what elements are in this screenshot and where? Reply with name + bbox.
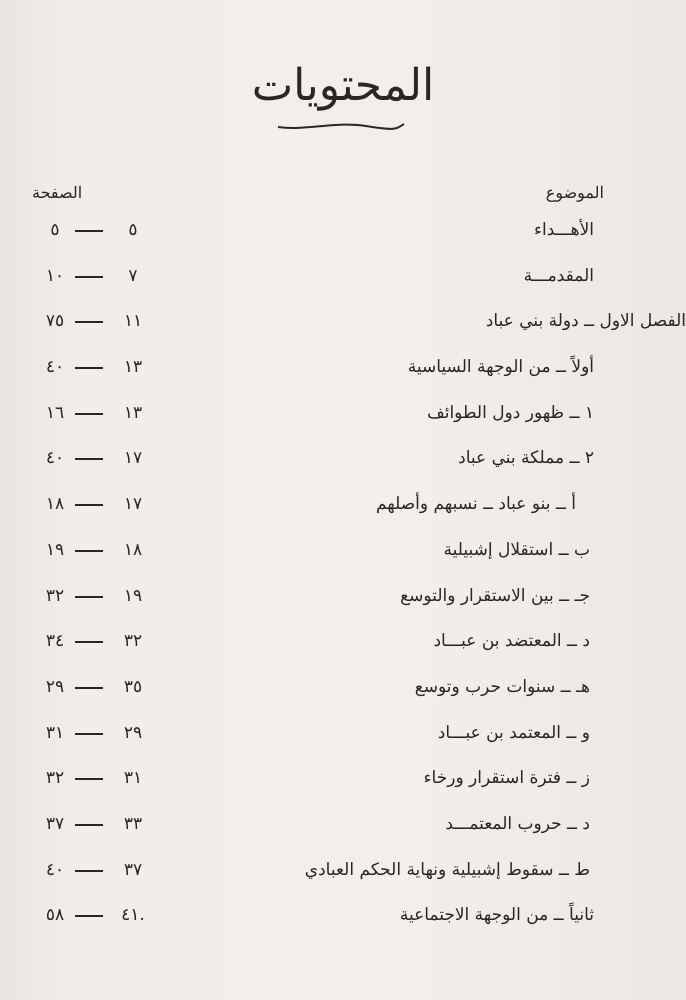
toc-entry-start-page: ٤١. bbox=[121, 905, 145, 926]
title-flourish bbox=[276, 118, 406, 132]
toc-entry-title: المقدمـــة bbox=[523, 265, 594, 286]
page-range-dash bbox=[75, 458, 103, 460]
toc-entry bbox=[0, 397, 686, 443]
toc-entry-end-page: ٤٠ bbox=[45, 357, 65, 378]
toc-entry-title: د ــ المعتضد بن عبـــاد bbox=[433, 631, 590, 652]
page-range-dash bbox=[75, 687, 103, 689]
toc-entry bbox=[0, 534, 686, 580]
toc-entry-title: د ــ حروب المعتمـــد bbox=[445, 813, 590, 834]
page-range-dash bbox=[75, 641, 103, 643]
toc-entry bbox=[0, 625, 686, 671]
toc-entry bbox=[0, 214, 686, 260]
toc-entry-end-page: ٥ bbox=[50, 220, 60, 240]
toc-entry-start-page: ١٨ bbox=[123, 539, 143, 560]
page-range-dash bbox=[75, 321, 103, 323]
page-range-dash bbox=[75, 550, 103, 552]
toc-entry bbox=[0, 305, 686, 351]
toc-entry-start-page: ١١ bbox=[123, 311, 143, 332]
page-range-dash bbox=[75, 413, 103, 415]
toc-entry bbox=[0, 488, 686, 534]
toc-entry-start-page: ٢٩ bbox=[123, 722, 143, 743]
page-range-dash bbox=[75, 504, 103, 506]
toc-entry-title: الأهـــداء bbox=[534, 220, 594, 240]
toc-entry-start-page: ٣١ bbox=[123, 768, 143, 789]
toc-entry-end-page: ٤٠ bbox=[45, 859, 65, 880]
toc-entry-start-page: ١٩ bbox=[123, 585, 143, 606]
toc-entry bbox=[0, 762, 686, 808]
page-range-dash bbox=[75, 596, 103, 598]
toc-entry-start-page: ٣٥ bbox=[123, 676, 143, 697]
toc-entry-start-page: ٣٣ bbox=[123, 813, 143, 834]
toc-entry-title: جـ ــ بين الاستقرار والتوسع bbox=[400, 585, 590, 606]
toc-entry-end-page: ٣٢ bbox=[45, 585, 65, 606]
toc-entry bbox=[0, 580, 686, 626]
table-of-contents bbox=[0, 214, 686, 945]
toc-entry-title: أولاً ــ من الوجهة السياسية bbox=[407, 357, 594, 378]
toc-entry-start-page: ١٧ bbox=[123, 448, 143, 469]
page-range-dash bbox=[75, 367, 103, 369]
toc-entry-end-page: ١٠ bbox=[45, 265, 65, 286]
toc-entry-end-page: ٥٨ bbox=[45, 905, 65, 926]
toc-entry bbox=[0, 854, 686, 900]
toc-entry-title: ط ــ سقوط إشبيلية ونهاية الحكم العبادي bbox=[304, 859, 590, 880]
page-range-dash bbox=[75, 915, 103, 917]
toc-entry-title: و ــ المعتمد بن عبـــاد bbox=[437, 722, 590, 743]
toc-entry-start-page: ٣٢ bbox=[123, 631, 143, 652]
toc-entry-start-page: ٧ bbox=[128, 265, 138, 286]
toc-entry-title: ثانياً ــ من الوجهة الاجتماعية bbox=[399, 905, 594, 926]
toc-entry-end-page: ٣٧ bbox=[45, 813, 65, 834]
toc-entry-end-page: ١٩ bbox=[45, 539, 65, 560]
toc-entry-end-page: ٣١ bbox=[45, 722, 65, 743]
toc-entry bbox=[0, 260, 686, 306]
toc-entry-title: أ ــ بنو عباد ــ نسبهم وأصلهم bbox=[375, 494, 576, 515]
toc-entry-title: الفصل الاول ــ دولة بني عباد bbox=[485, 311, 686, 332]
toc-entry-start-page: ٥ bbox=[128, 220, 138, 240]
toc-entry-end-page: ٧٥ bbox=[45, 311, 65, 332]
toc-entry-end-page: ٣٢ bbox=[45, 768, 65, 789]
toc-entry-end-page: ٣٤ bbox=[45, 631, 65, 652]
page-range-dash bbox=[75, 276, 103, 278]
toc-entry bbox=[0, 808, 686, 854]
toc-entry-start-page: ١٧ bbox=[123, 494, 143, 515]
toc-entry-title: ٢ ــ مملكة بني عباد bbox=[458, 448, 594, 469]
page-column-header: الصفحة bbox=[32, 183, 83, 202]
toc-entry bbox=[0, 717, 686, 763]
toc-header bbox=[0, 183, 686, 205]
page-range-dash bbox=[75, 778, 103, 780]
toc-entry-end-page: ١٦ bbox=[45, 402, 65, 423]
toc-entry bbox=[0, 671, 686, 717]
toc-entry-end-page: ٢٩ bbox=[45, 676, 65, 697]
toc-entry-start-page: ٣٧ bbox=[123, 859, 143, 880]
toc-entry bbox=[0, 442, 686, 488]
page-title: المحتويات bbox=[251, 60, 435, 111]
page-range-dash bbox=[75, 824, 103, 826]
toc-entry-title: ب ــ استقلال إشبيلية bbox=[443, 539, 590, 560]
toc-entry bbox=[0, 899, 686, 945]
page-range-dash bbox=[75, 230, 103, 232]
page-range-dash bbox=[75, 733, 103, 735]
toc-entry-start-page: ١٣ bbox=[123, 402, 143, 423]
toc-entry-title: ز ــ فترة استقرار ورخاء bbox=[423, 768, 590, 789]
toc-entry-title: هـ ــ سنوات حرب وتوسع bbox=[414, 676, 590, 697]
toc-entry-end-page: ١٨ bbox=[45, 494, 65, 515]
toc-entry-start-page: ١٣ bbox=[123, 357, 143, 378]
toc-entry bbox=[0, 351, 686, 397]
toc-entry-title: ١ ــ ظهور دول الطوائف bbox=[427, 402, 594, 423]
page-range-dash bbox=[75, 870, 103, 872]
toc-entry-end-page: ٤٠ bbox=[45, 448, 65, 469]
topic-column-header: الموضوع bbox=[545, 183, 604, 202]
